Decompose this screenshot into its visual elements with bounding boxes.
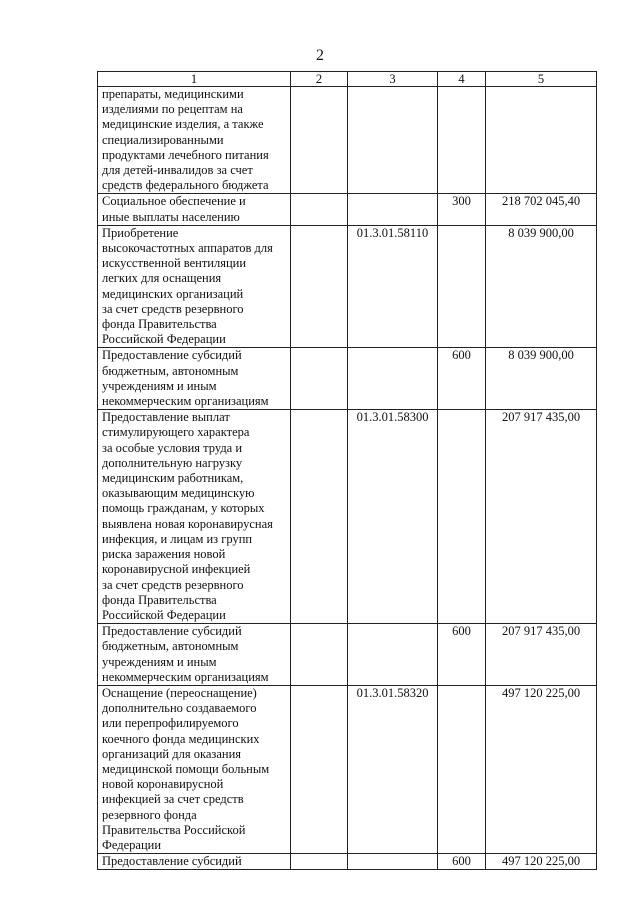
row-type [438,225,486,348]
row-col2 [291,685,348,853]
row-col2 [291,410,348,624]
header-cell-2: 2 [291,72,348,87]
row-type [438,87,486,194]
row-description: Оснащение (переоснащение) дополнительно создаваемого или перепрофилируемого коечного фонда медицинских организаций для оказания медицинской помощи больным новой коронавирусной инфекцией за счет средств резервного фонда Правительства Российской Федерации [98,685,291,853]
budget-table [97,71,597,870]
row-col2 [291,194,348,225]
table-row [98,225,597,348]
table-row [98,685,597,853]
row-amount: 8 039 900,00 [486,225,597,348]
page-number: 2 [316,47,324,64]
row-amount: 497 120 225,00 [486,854,597,870]
table-row [98,348,597,410]
row-col2 [291,225,348,348]
row-amount: 8 039 900,00 [486,348,597,410]
header-cell-4: 4 [438,72,486,87]
table-row [98,410,597,624]
row-amount: 218 702 045,40 [486,194,597,225]
row-code [348,194,438,225]
row-col2 [291,854,348,870]
row-type: 300 [438,194,486,225]
row-col2 [291,87,348,194]
row-type: 600 [438,624,486,686]
row-amount: 497 120 225,00 [486,685,597,853]
row-description: Предоставление субсидий бюджетным, автономным учреждениям и иным некоммерческим организациям [98,624,291,686]
header-row [98,72,597,87]
row-description: Предоставление субсидий бюджетным, автономным учреждениям и иным некоммерческим организациям [98,348,291,410]
row-type [438,410,486,624]
row-description: Приобретение высокочастотных аппаратов для искусственной вентиляции легких для оснащения медицинских организаций за счет средств резервного фонда Правительства Российской Федерации [98,225,291,348]
row-description: препараты, медицинскими изделиями по рецептам на медицинские изделия, а также специализированными продуктами лечебного питания для детей-инвалидов за счет средств федерального бюджета [98,87,291,194]
row-description: Предоставление субсидий [98,854,291,870]
row-code [348,854,438,870]
row-col2 [291,348,348,410]
table-row [98,854,597,870]
row-amount: 207 917 435,00 [486,624,597,686]
header-cell-3: 3 [348,72,438,87]
table-row [98,624,597,686]
row-type: 600 [438,348,486,410]
table-row [98,194,597,225]
row-description: Социальное обеспечение и иные выплаты населению [98,194,291,225]
row-code: 01.3.01.58300 [348,410,438,624]
row-code [348,348,438,410]
row-code [348,624,438,686]
row-description: Предоставление выплат стимулирующего характера за особые условия труда и дополнительную нагрузку медицинским работникам, оказывающим медицинскую помощь гражданам, у которых выявлена новая коронавирусная инфекция, и лицам из групп риска заражения новой коронавирусной инфекцией за счет средств резервного фонда Правительства Российской Федерации [98,410,291,624]
row-code [348,87,438,194]
row-type [438,685,486,853]
row-code: 01.3.01.58110 [348,225,438,348]
row-amount [486,87,597,194]
row-col2 [291,624,348,686]
table-row [98,87,597,194]
row-amount: 207 917 435,00 [486,410,597,624]
row-type: 600 [438,854,486,870]
header-cell-1: 1 [98,72,291,87]
row-code: 01.3.01.58320 [348,685,438,853]
header-cell-5: 5 [486,72,597,87]
